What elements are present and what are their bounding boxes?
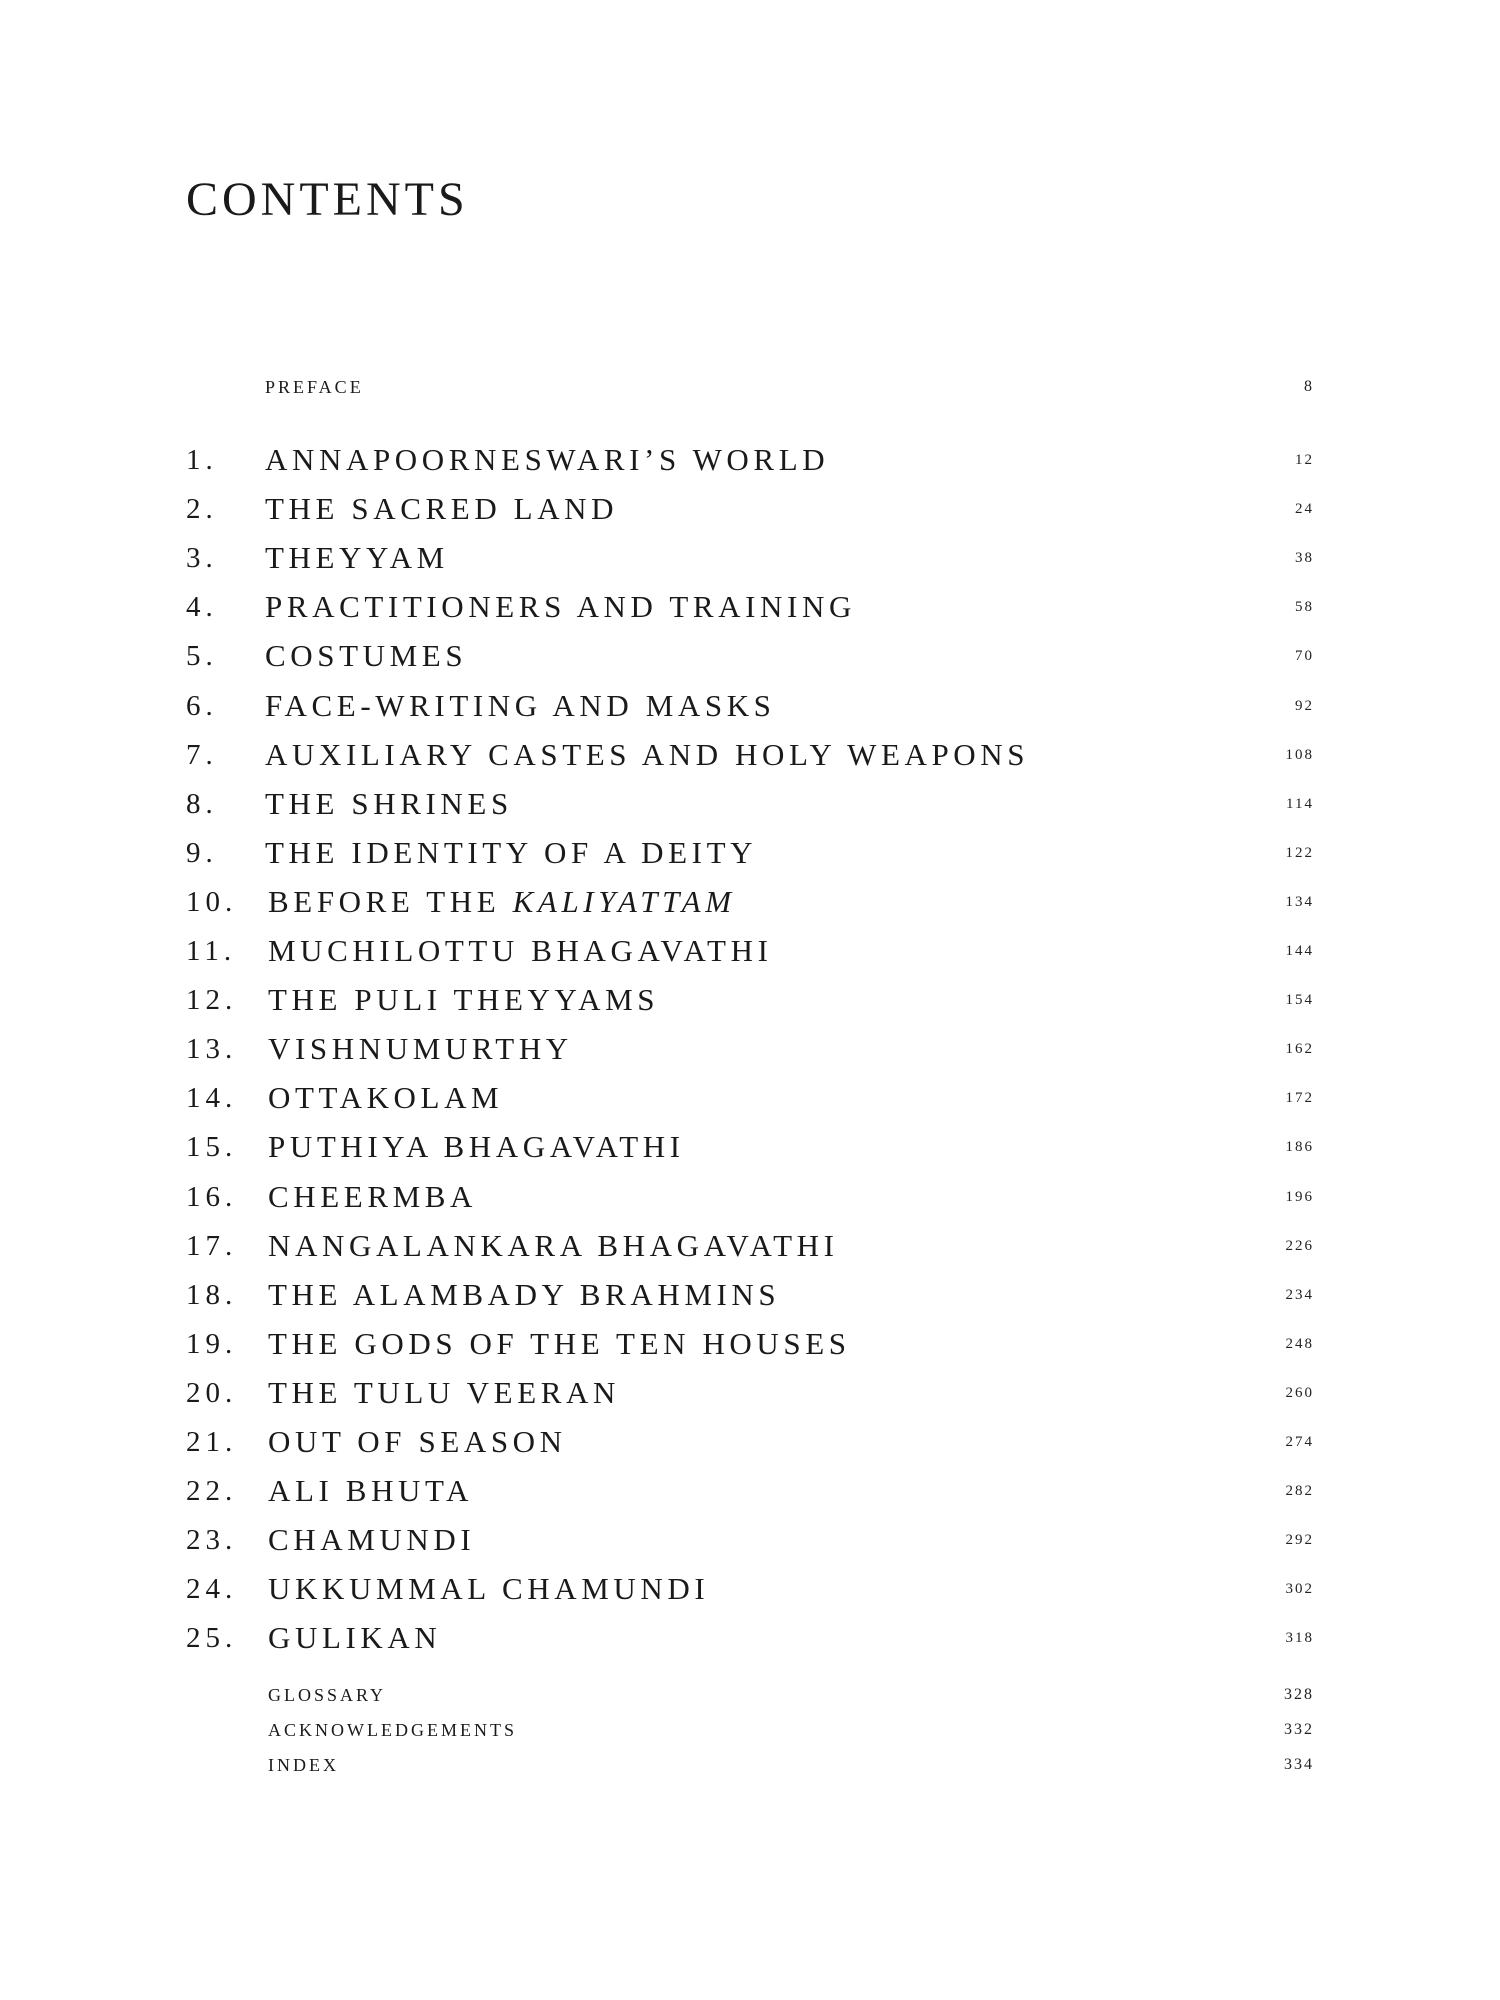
chapter-number: 6. (186, 689, 218, 722)
chapter-title-text: UKKUMMAL CHAMUNDI (268, 1571, 710, 1607)
toc-chapter-row[interactable] (0, 784, 1500, 824)
chapter-page-number: 122 (1285, 844, 1314, 861)
chapter-page-number: 196 (1285, 1188, 1314, 1205)
toc-chapter-row[interactable] (0, 1324, 1500, 1364)
entry-label: ACKNOWLEDGEMENTS (268, 1720, 517, 1740)
chapter-page-number: 186 (1285, 1139, 1314, 1156)
chapter-page-number: 38 (1295, 550, 1314, 567)
chapter-number: 2. (186, 493, 218, 526)
chapter-page-number: 282 (1285, 1483, 1314, 1500)
chapter-page-number: 144 (1285, 943, 1314, 959)
chapter-title (265, 440, 829, 480)
chapter-title-text: NANGALANKARA BHAGAVATHI (268, 1227, 839, 1263)
toc-chapter-row[interactable] (0, 931, 1500, 971)
chapter-title-text: THE SHRINES (265, 785, 513, 821)
chapter-number: 15. (186, 1131, 238, 1164)
chapter-title-text: COSTUMES (265, 638, 468, 674)
chapter-title (268, 1471, 473, 1511)
chapter-title (268, 1520, 475, 1560)
chapter-page-number: 154 (1285, 992, 1314, 1009)
chapter-title (268, 1078, 503, 1118)
chapter-title (265, 735, 1029, 775)
toc-chapter-row[interactable] (0, 1520, 1500, 1560)
chapter-title-text: CHEERMBA (268, 1178, 478, 1214)
chapter-title (265, 538, 449, 578)
chapter-title (265, 489, 618, 529)
chapter-number: 24. (186, 1573, 238, 1606)
toc-chapter-row[interactable] (0, 833, 1500, 873)
chapter-number: 16. (186, 1180, 238, 1213)
entry-label: PREFACE (265, 377, 364, 397)
toc-chapter-row[interactable] (0, 1177, 1500, 1217)
chapter-number: 4. (186, 591, 218, 624)
chapter-title (268, 1569, 709, 1609)
chapter-title (268, 1029, 573, 1069)
chapter-number: 23. (186, 1524, 238, 1557)
entry-label: GLOSSARY (268, 1685, 387, 1705)
toc-chapter-row[interactable] (0, 1127, 1500, 1167)
toc-chapter-row[interactable] (0, 1373, 1500, 1413)
chapter-title-text: OUT OF SEASON (268, 1424, 567, 1459)
chapter-page-number: 260 (1285, 1384, 1314, 1401)
chapter-page-number: 302 (1285, 1581, 1314, 1598)
toc-chapter-row[interactable] (0, 1618, 1500, 1658)
chapter-title (268, 1373, 620, 1413)
chapter-title-italic: KALIYATTAM (512, 883, 736, 919)
chapter-title (268, 882, 736, 922)
chapter-title-text: THE IDENTITY OF A DEITY (265, 834, 758, 870)
toc-entry-glossary[interactable] (0, 1680, 1500, 1710)
chapter-number: 18. (186, 1278, 238, 1311)
chapter-title-text: ALI BHUTA (268, 1473, 474, 1509)
chapter-title-text: PUTHIYA BHAGAVATHI (268, 1129, 685, 1165)
chapter-number: 20. (186, 1376, 238, 1409)
chapter-title (265, 833, 757, 873)
chapter-title (265, 636, 467, 676)
chapter-title (268, 1422, 567, 1462)
chapter-title (265, 784, 513, 824)
toc-chapter-row[interactable] (0, 1569, 1500, 1609)
chapter-page-number: 292 (1285, 1532, 1314, 1549)
toc-chapter-row[interactable] (0, 1226, 1500, 1266)
entry-label: INDEX (268, 1755, 339, 1775)
chapter-number: 8. (186, 787, 218, 820)
chapter-number: 5. (186, 640, 218, 673)
chapter-title-text: MUCHILOTTU BHAGAVATHI (268, 933, 773, 968)
chapter-number: 25. (186, 1622, 238, 1655)
entry-page-number: 328 (1284, 1686, 1314, 1703)
chapter-number: 9. (186, 836, 218, 869)
chapter-number: 13. (186, 1033, 238, 1066)
chapter-title-text: PRACTITIONERS AND TRAINING (265, 589, 856, 625)
chapter-page-number: 70 (1295, 648, 1314, 665)
chapter-title-text: THEYYAM (265, 540, 449, 576)
chapter-title (268, 1127, 685, 1167)
chapter-title (268, 1324, 851, 1364)
toc-chapter-row[interactable] (0, 882, 1500, 922)
chapter-title (268, 1177, 477, 1217)
chapter-page-number: 248 (1285, 1335, 1314, 1352)
chapter-number: 11. (186, 935, 237, 967)
chapter-number: 14. (186, 1082, 238, 1115)
toc-chapter-row[interactable] (0, 538, 1500, 578)
chapter-number: 21. (186, 1426, 238, 1458)
chapter-page-number: 108 (1285, 746, 1314, 763)
chapter-title (268, 980, 659, 1020)
chapter-title-text: GULIKAN (268, 1620, 442, 1656)
toc-chapter-row[interactable] (0, 1029, 1500, 1069)
chapter-page-number: 114 (1286, 795, 1314, 812)
chapter-page-number: 12 (1295, 452, 1314, 468)
toc-chapter-row[interactable] (0, 1275, 1500, 1315)
chapter-number: 10. (186, 885, 238, 918)
chapter-title (268, 931, 773, 971)
chapter-number: 22. (186, 1475, 238, 1508)
chapter-title-text: BEFORE THE (268, 883, 513, 919)
toc-chapter-row[interactable] (0, 980, 1500, 1020)
toc-entry-acknowledgements[interactable] (0, 1715, 1500, 1745)
chapter-title-text: ANNAPOORNESWARI’S WORLD (265, 442, 830, 477)
entry-page-number: 8 (1304, 378, 1314, 395)
chapter-page-number: 172 (1285, 1090, 1314, 1107)
chapter-number: 12. (186, 984, 238, 1017)
chapter-title-text: THE TULU VEERAN (268, 1374, 620, 1410)
toc-chapter-row[interactable] (0, 1078, 1500, 1118)
chapter-title (265, 686, 776, 726)
chapter-number: 17. (186, 1229, 238, 1262)
chapter-page-number: 162 (1285, 1041, 1314, 1058)
chapter-title-text: AUXILIARY CASTES AND HOLY WEAPONS (265, 736, 1030, 772)
chapter-page-number: 226 (1285, 1237, 1314, 1254)
chapter-page-number: 58 (1295, 599, 1314, 616)
chapter-number: 3. (186, 542, 218, 575)
chapter-page-number: 134 (1285, 893, 1314, 910)
toc-chapter-row[interactable] (0, 587, 1500, 627)
page-title: CONTENTS (186, 173, 469, 226)
toc-chapter-row[interactable] (0, 686, 1500, 726)
toc-chapter-row[interactable] (0, 440, 1500, 480)
chapter-number: 19. (186, 1327, 238, 1360)
toc-entry-index[interactable] (0, 1750, 1500, 1780)
chapter-title-text: VISHNUMURTHY (268, 1031, 573, 1067)
chapter-title-text: CHAMUNDI (268, 1522, 476, 1558)
toc-entry-preface[interactable] (0, 372, 1500, 402)
chapter-title (268, 1275, 780, 1315)
chapter-title-text: THE GODS OF THE TEN HOUSES (268, 1325, 851, 1361)
toc-chapter-row[interactable] (0, 735, 1500, 775)
toc-chapter-row[interactable] (0, 1471, 1500, 1511)
toc-chapter-row[interactable] (0, 636, 1500, 676)
chapter-title-text: THE ALAMBADY BRAHMINS (268, 1276, 781, 1312)
chapter-page-number: 318 (1285, 1630, 1314, 1647)
chapter-title-text: THE PULI THEYYAMS (268, 982, 660, 1018)
chapter-title-text: OTTAKOLAM (268, 1080, 504, 1116)
chapter-page-number: 274 (1285, 1434, 1314, 1450)
chapter-title-text: THE SACRED LAND (265, 491, 619, 527)
chapter-title (265, 587, 856, 627)
chapter-title (268, 1618, 441, 1658)
chapter-title-text: FACE-WRITING AND MASKS (265, 687, 776, 723)
chapter-number: 7. (186, 738, 218, 771)
chapter-number: 1. (186, 444, 218, 476)
chapter-page-number: 92 (1295, 697, 1314, 714)
chapter-page-number: 234 (1285, 1286, 1314, 1303)
toc-chapter-row[interactable] (0, 1422, 1500, 1462)
chapter-page-number: 24 (1295, 501, 1314, 518)
toc-chapter-row[interactable] (0, 489, 1500, 529)
entry-page-number: 332 (1284, 1721, 1314, 1738)
chapter-title (268, 1226, 839, 1266)
entry-page-number: 334 (1284, 1756, 1314, 1773)
